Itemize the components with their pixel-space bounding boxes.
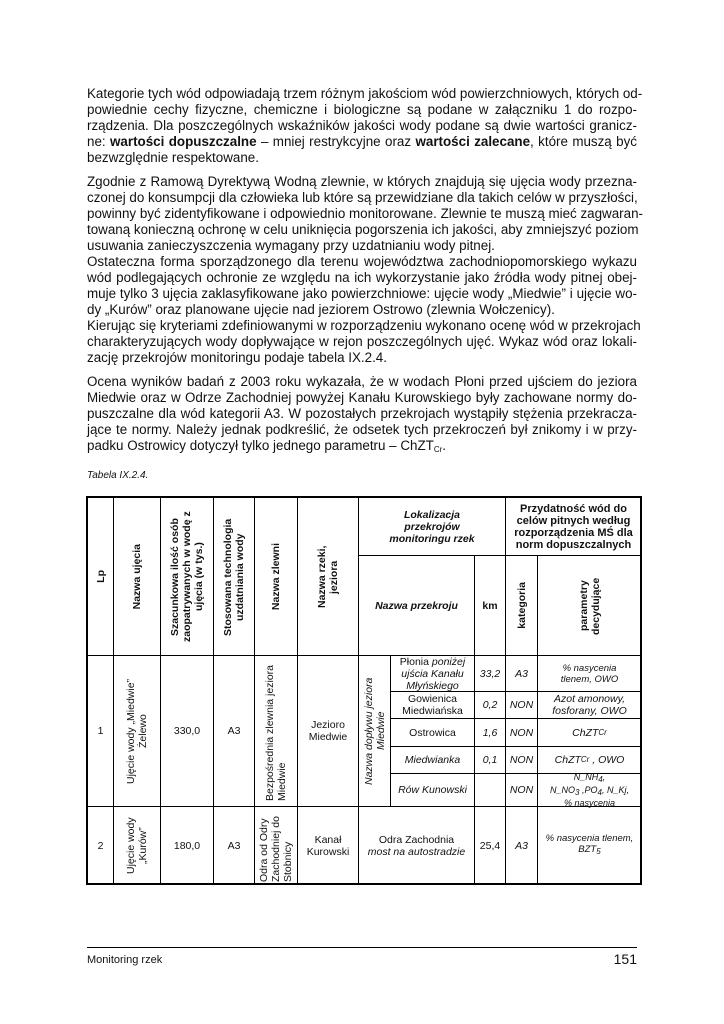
row1-sub5-km [474,773,505,806]
row1-sub3-przekroj: Ostrowica [390,718,474,746]
param-line [574,772,605,785]
location-desc: most na autostradzie [367,845,466,858]
subscript: 4 [598,775,603,784]
header-text: Lp [94,570,107,583]
cell-text: Ujęcie wody „Miedwie” Żelewo [125,678,149,784]
text-line: Kierując się kryteriami zdefiniowanymi w rozporządzeniu wykonano ocenę wód w przekrojach [87,318,641,333]
row1-sub5-przekroj: Rów Kunowski [390,773,474,806]
header-parametry [537,555,641,655]
header-lokalizacja: Lokalizacja przekrojów monitoringu rzek [358,497,505,555]
subscript: Cr [580,755,590,764]
location-desc: poniżej ujścia Kanału Młyńskiego [401,655,466,692]
text: ne: [87,134,111,149]
row1-sub2-parametry: Azot amonowy, fosforany, OWO [537,691,641,718]
page-number: 151 [613,951,637,967]
text-line: Ocena wyników badań z 2003 roku wykazała, że w wodach Płoni przed ujściem do jeziora [87,374,637,389]
text-line: jące te normy. Należy jednak podkreślić, że odsetek tych przekroczeń był znikomy i w przy- [87,422,637,437]
text-line [87,438,637,458]
row1-sub1-km: 33,2 [474,655,505,691]
bold-term: wartości zalecane [415,134,531,149]
cell-text: , [602,772,606,782]
row2-rzeka: Kanał Kurowski [297,806,358,884]
text-line: charakteryzujących wody dopływające w rejon poszczególnych ujęć. Wykaz wód oraz lokali- [87,334,637,349]
cell-text: N_NH [573,772,599,782]
text-line: Zgodnie z Ramową Dyrektywą Wodną zlewnie, w których znajdują się ujęcia wody przezna- [87,174,637,189]
row1-sub5-kategoria: NON [505,773,537,806]
text-line: wód podlegających ochronie ze względu na ich wykorzystanie jako źródła wody pitnej obej- [87,270,637,285]
row1-doplyw [358,655,390,806]
param-line [550,785,629,798]
row1-osoby: 330,0 [160,655,213,806]
row1-sub3-kategoria: NON [505,718,537,746]
row1-sub2-kategoria: NON [505,691,537,718]
header-kategoria [505,555,537,655]
header-technologia [213,497,254,655]
header-przekroj: Nazwa przekroju [358,555,474,655]
row2-parametry [537,806,641,884]
header-text: Nazwa rzeki, jeziora [316,545,340,608]
row2-przekroj [358,806,474,884]
text-line [87,134,637,150]
subscript: Cr [598,727,607,737]
cell-text: , OWO [589,754,625,766]
header-rzeka [297,497,358,655]
row2-zlewnia [254,806,297,884]
text: – mniej restrykcyjne oraz [256,134,416,149]
cell-text: ChZT [572,726,599,739]
cell-text: ,PO [579,785,598,795]
text: . [442,438,447,453]
row2-kategoria: A3 [505,806,537,884]
text-line: towaną konieczną ochronę w celu uniknięcia pogorszenia ich jakości, aby zmniejszyć poziom [87,222,639,237]
row1-sub3-km: 1,6 [474,718,505,746]
header-text: Nazwa zlewni [270,542,282,611]
text-line: Kategorie tych wód odpowiadają trzem różnym jakościom wód powierzchniowych, których od- [87,86,643,101]
cell-text: Odra od Odry Zachodniej do Stobnicy [258,815,294,882]
text-line: rządzenia. Dla poszczególnych wskaźników jakości wody podane są dwie wartości granicz- [87,118,637,133]
cell-text: ChZT [554,754,581,766]
row2-lp: 2 [87,806,113,884]
text: , które muszą być [530,134,637,149]
subscript: 5 [596,847,601,856]
header-text: Stosowana technologia uzdatniania wody [222,517,246,636]
cell-text: % nasycenia tlenem, BZT [545,833,634,855]
row2-technologia: A3 [213,806,254,884]
text: padku Ostrowicy dotyczył tylko jednego parametru – ChZT [87,438,434,453]
cell-text: Ujęcie wody „Kurów” [125,817,149,874]
subscript: Cr [433,445,443,454]
row1-sub5-parametry [537,773,641,806]
text-line: bezwzględnie respektowane. [87,150,259,165]
subscript: 3 [575,788,580,797]
row1-sub2-przekroj: Gowienica Miedwiańska [390,691,474,718]
row1-nazwa [113,655,160,806]
row2-km: 25,4 [474,806,505,884]
row1-rzeka: Jezioro Miedwie [297,655,358,806]
text-line: czonej do konsumpcji dla człowieka lub które są przewidziane dla takich celów w przyszłości, [87,190,638,205]
header-text: kategoria [515,582,528,629]
param-line: % nasycenia [563,798,616,808]
row2-osoby: 180,0 [160,806,213,884]
footer-section: Monitoring rzek [87,954,163,966]
cell-text: Bezpośrednia zlewnia jeziora Miedwie [264,665,288,801]
row1-sub3-parametry [537,718,641,746]
river-name: Odra Zachodnia [378,833,455,846]
cell-text: , N_Kj, [601,785,629,795]
footer-divider [87,947,637,948]
header-szacunkowa [160,497,213,655]
header-lp [87,497,113,655]
row1-zlewnia [254,655,297,806]
text-line: zację przekrojów monitoringu podaje tabela IX.2.4. [87,350,387,365]
row1-sub4-przekroj: Miedwianka [390,746,474,773]
row1-sub4-kategoria: NON [505,746,537,773]
header-text: parametry decydujące [577,576,602,635]
bold-term: wartości dopuszczalne [110,134,257,149]
header-text: Nazwa ujęcia [131,543,143,610]
river-name: Płonia [399,655,432,668]
header-nazwa-ujecia [113,497,160,655]
row1-technologia: A3 [213,655,254,806]
subscript: 4 [597,788,602,797]
row1-sub1-przekroj [390,655,474,691]
text-line: powiednie cechy fizyczne, chemiczne i biologiczne są podane w załączniku 1 do rozpo- [87,102,637,117]
row1-sub1-parametry: % nasycenia tlenem, OWO [537,655,641,691]
cell-text: Nazwa dopływu jeziora Miedwie [362,677,387,785]
table-caption: Tabela IX.2.4. [87,470,149,481]
cell-text [393,656,472,692]
text-line: Miedwie oraz w Odrze Zachodniej powyżej Kanału Kurowskiego były zachowane normy do- [87,390,637,405]
text-line: Ostateczna forma sporządzonego dla terenu województwa zachodniopomorskiego wykazu [87,254,637,269]
text-line: muje tylko 3 ujęcia zaklasyfikowane jako powierzchniowe: ujęcie wody „Miedwie” i ujęcie wo- [87,286,637,301]
text-line: powinny być zidentyfikowane i odpowiednio monitorowane. Zlewnie te muszą mieć zagwaran- [87,206,643,221]
text-line: dy „Kurów” oraz planowane ujęcie nad jeziorem Ostrowo (zlewnia Wołczenicy). [87,302,555,317]
header-zlewnia [254,497,297,655]
row1-sub2-km: 0,2 [474,691,505,718]
row1-sub1-kategoria: A3 [505,655,537,691]
text-line: usuwania zanieczyszczenia wymagany przy uzdatnianiu wody pitnej. [87,238,495,253]
header-text: Szacunkowa ilość osób zaopatrywanych w wodę z ujęcia (w tys.) [169,511,205,642]
text-line: puszczalne dla wód kategorii A3. W pozostałych przekrojach wystąpiły stężenia przekracza- [87,406,637,421]
cell-text: N_NO [550,785,576,795]
row1-sub4-parametry [537,746,641,773]
row1-lp: 1 [87,655,113,806]
header-przydatnosc: Przydatność wód do celów pitnych według rozporządzenia MŚ dla norm dopuszczalnych [505,497,641,555]
row1-sub4-km: 0,1 [474,746,505,773]
header-km: km [474,555,505,655]
row2-nazwa [113,806,160,884]
